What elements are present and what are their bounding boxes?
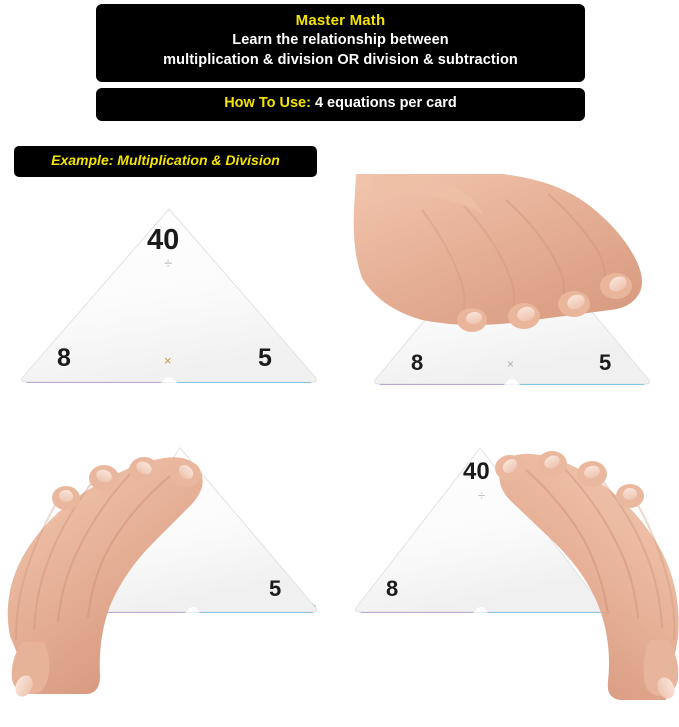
banner-subtitle-line1: Learn the relationship between	[232, 32, 449, 48]
hand-covering-right-number	[470, 442, 679, 702]
how-to-use-banner	[96, 88, 585, 121]
card-right-number: 5	[599, 350, 612, 375]
card-top-number: 40	[147, 224, 180, 256]
how-to-use-label: How To Use:	[224, 95, 311, 111]
banner-title: Master Math	[295, 12, 386, 29]
hand-covering-top-number	[352, 170, 667, 385]
example-banner	[14, 146, 317, 177]
card-right-number: 5	[258, 344, 272, 372]
how-to-use-value: 4 equations per card	[314, 95, 457, 111]
divide-operator-icon: ÷	[478, 488, 486, 503]
card-top-number: 40	[463, 458, 490, 485]
card-left-number: 8	[386, 576, 399, 601]
master-math-banner	[96, 4, 585, 82]
divide-operator-icon: ÷	[164, 255, 173, 272]
panel-bottom-left	[4, 424, 334, 694]
panel-bottom-right	[340, 424, 679, 704]
example-label: Example: Multiplication & Division	[51, 152, 280, 168]
hand-covering-left-number	[4, 446, 259, 696]
card-top-left[interactable]	[14, 196, 324, 406]
card-right-number: 5	[269, 576, 282, 601]
panel-top-right	[352, 170, 667, 410]
card-left-number: 8	[411, 350, 424, 375]
multiply-operator-icon: ×	[507, 357, 515, 371]
multiply-operator-icon: ×	[164, 353, 172, 368]
card-left-number: 8	[57, 344, 71, 372]
panel-top-left	[14, 196, 324, 406]
banner-subtitle-line2: multiplication & division OR division & subtraction	[163, 52, 518, 68]
